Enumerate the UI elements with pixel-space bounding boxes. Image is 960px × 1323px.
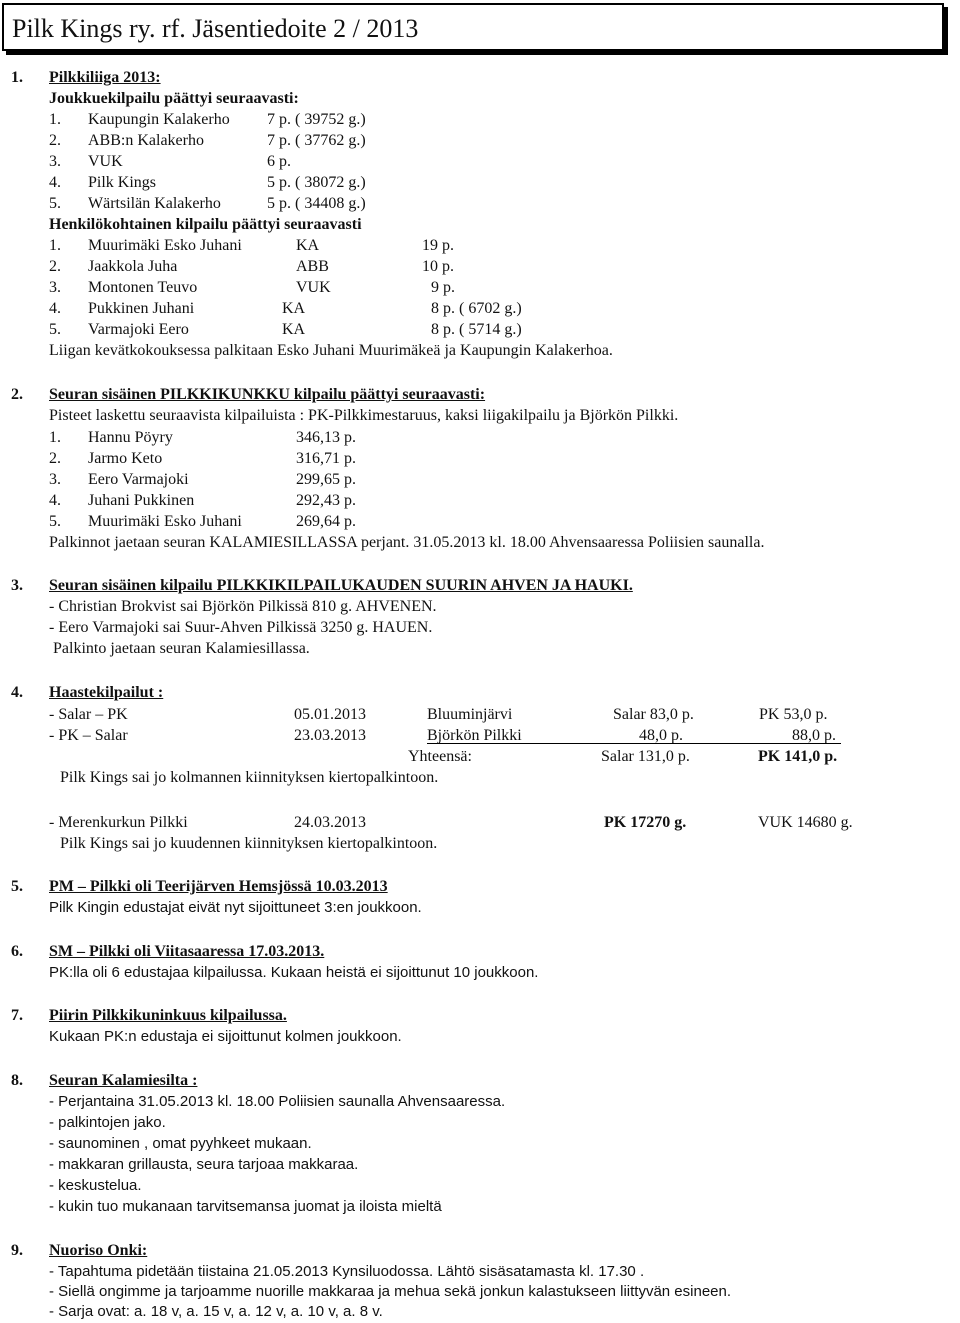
section-2-intro: Pisteet laskettu seuraavista kilpailuista : PK-Pilkkimestaruus, kaksi liigakilpailu ja Björkön Pilkki.	[49, 407, 679, 424]
team-name: VUK	[88, 153, 123, 170]
club: KA	[282, 300, 306, 317]
points: 8 p. ( 6702 g.)	[431, 300, 522, 317]
place: Björkön Pilkki	[427, 727, 522, 744]
player-name: Juhani Pukkinen	[88, 492, 195, 509]
points: 9 p.	[431, 279, 455, 296]
points: 299,65 p.	[296, 471, 356, 488]
total-b: PK 141,0 p.	[758, 748, 838, 765]
player-name: Muurimäki Esko Juhani	[88, 237, 242, 254]
individual-results-title: Henkilökohtainen kilpailu päättyi seuraavasti	[49, 216, 362, 233]
section-3-line: - Christian Brokvist sai Björkön Pilkissä 810 g. AHVENEN.	[49, 598, 437, 615]
kalamiesilta-item: - Perjantaina 31.05.2013 kl. 18.00 Poliisien saunalla Ahvensaaressa.	[49, 1093, 506, 1110]
team-name: Wärtsilän Kalakerho	[88, 195, 221, 212]
kalamiesilta-item: - palkintojen jako.	[49, 1114, 166, 1131]
club: ABB	[296, 258, 329, 275]
section-2-number: 2.	[11, 386, 23, 403]
section-4-note: Pilk Kings sai jo kuudennen kiinnityksen kiertopalkintoon.	[60, 835, 438, 852]
section-7-text: Kukaan PK:n edustaja ei sijoittunut kolmen joukkoon.	[49, 1028, 402, 1045]
score-b: VUK 14680 g.	[758, 814, 853, 831]
player-name: Jarmo Keto	[88, 450, 163, 467]
kalamiesilta-item: - keskustelua.	[49, 1177, 142, 1194]
rank: 3.	[49, 471, 61, 488]
section-9-number: 9.	[11, 1242, 23, 1259]
points: 269,64 p.	[296, 513, 356, 530]
score-a: Salar 83,0 p.	[613, 706, 694, 723]
rank: 5.	[49, 321, 61, 338]
section-5-heading: PM – Pilkki oli Teerijärven Hemsjössä 10.03.2013	[49, 878, 388, 895]
nuoriso-item: - Tapahtuma pidetään tiistaina 21.05.2013 Kynsiluodossa. Lähtö sisäsatamasta kl. 17.30 .	[49, 1263, 645, 1280]
match: - Merenkurkun Pilkki	[49, 814, 188, 831]
sum-rule	[427, 743, 841, 744]
section-8-number: 8.	[11, 1072, 23, 1089]
date: 23.03.2013	[294, 727, 366, 744]
rank: 2.	[49, 450, 61, 467]
section-2-note: Palkinnot jaetaan seuran KALAMIESILLASSA perjant. 31.05.2013 kl. 18.00 Ahvensaaressa Poliisien saunalla.	[49, 534, 765, 551]
club: KA	[282, 321, 306, 338]
rank: 4.	[49, 174, 61, 191]
team-result: 5 p. ( 38072 g.)	[267, 174, 366, 191]
player-name: Jaakkola Juha	[88, 258, 178, 275]
section-3-line: - Eero Varmajoki sai Suur-Ahven Pilkissä 3250 g. HAUEN.	[49, 619, 433, 636]
kalamiesilta-item: - makkaran grillausta, seura tarjoaa makkaraa.	[49, 1156, 359, 1173]
section-3-line: Palkinto jaetaan seuran Kalamiesillassa.	[53, 640, 310, 657]
section-5-text: Pilk Kingin edustajat eivät nyt sijoittuneet 3:en joukkoon.	[49, 899, 422, 916]
section-4-note: Pilk Kings sai jo kolmannen kiinnityksen kiertopalkintoon.	[60, 769, 439, 786]
score-b: 88,0 p.	[792, 727, 836, 744]
team-result: 5 p. ( 34408 g.)	[267, 195, 366, 212]
nuoriso-item: - Siellä ongimme ja tarjoamme nuorille makkaraa ja mehua sekä jonkun kalastukseen liittyvän esineen.	[49, 1283, 732, 1300]
player-name: Varmajoki Eero	[88, 321, 189, 338]
rank: 5.	[49, 195, 61, 212]
score-a: 48,0 p.	[639, 727, 683, 744]
total-label: Yhteensä:	[408, 748, 472, 765]
rank: 1.	[49, 429, 61, 446]
section-4-number: 4.	[11, 684, 23, 701]
section-7-number: 7.	[11, 1007, 23, 1024]
points: 10 p.	[422, 258, 454, 275]
rank: 4.	[49, 300, 61, 317]
section-7-heading: Piirin Pilkkikuninkuus kilpailussa.	[49, 1007, 287, 1024]
points: 8 p. ( 5714 g.)	[431, 321, 522, 338]
kalamiesilta-item: - saunominen , omat pyyhkeet mukaan.	[49, 1135, 312, 1152]
team-name: ABB:n Kalakerho	[88, 132, 204, 149]
team-results-title: Joukkuekilpailu päättyi seuraavasti:	[49, 90, 299, 107]
section-4-heading: Haastekilpailut :	[49, 684, 164, 701]
page-title: Pilk Kings ry. rf. Jäsentiedoite 2 / 2013	[12, 14, 419, 43]
points: 292,43 p.	[296, 492, 356, 509]
section-6-number: 6.	[11, 943, 23, 960]
team-name: Pilk Kings	[88, 174, 157, 191]
section-1-note: Liigan kevätkokouksessa palkitaan Esko Juhani Muurimäkeä ja Kaupungin Kalakerhoa.	[49, 342, 613, 359]
match: - PK – Salar	[49, 727, 128, 744]
place: Bluuminjärvi	[427, 706, 513, 723]
team-result: 6 p.	[267, 153, 291, 170]
score-a: PK 17270 g.	[604, 814, 687, 831]
rank: 3.	[49, 153, 61, 170]
section-5-number: 5.	[11, 878, 23, 895]
points: 346,13 p.	[296, 429, 356, 446]
title-box	[2, 3, 944, 51]
team-result: 7 p. ( 39752 g.)	[267, 111, 366, 128]
match: - Salar – PK	[49, 706, 128, 723]
team-result: 7 p. ( 37762 g.)	[267, 132, 366, 149]
club: KA	[296, 237, 320, 254]
section-9-heading: Nuoriso Onki:	[49, 1242, 148, 1259]
player-name: Eero Varmajoki	[88, 471, 189, 488]
section-6-heading: SM – Pilkki oli Viitasaaressa 17.03.2013.	[49, 943, 325, 960]
rank: 3.	[49, 279, 61, 296]
team-name: Kaupungin Kalakerho	[88, 111, 230, 128]
section-3-heading: Seuran sisäinen kilpailu PILKKIKILPAILUKAUDEN SUURIN AHVEN JA HAUKI.	[49, 577, 633, 594]
nuoriso-item: - Sarja ovat: a. 18 v, a. 15 v, a. 12 v, a. 10 v, a. 8 v.	[49, 1303, 383, 1320]
section-6-text: PK:lla oli 6 edustajaa kilpailussa. Kukaan heistä ei sijoittunut 10 joukkoon.	[49, 964, 539, 981]
club: VUK	[296, 279, 331, 296]
player-name: Muurimäki Esko Juhani	[88, 513, 242, 530]
rank: 1.	[49, 237, 61, 254]
section-2-heading: Seuran sisäinen PILKKIKUNKKU kilpailu päättyi seuraavasti:	[49, 386, 486, 403]
kalamiesilta-item: - kukin tuo mukanaan tarvitsemansa juomat ja iloista mieltä	[49, 1198, 442, 1215]
total-a: Salar 131,0 p.	[601, 748, 690, 765]
player-name: Hannu Pöyry	[88, 429, 173, 446]
player-name: Montonen Teuvo	[88, 279, 198, 296]
section-1-heading: Pilkkiliiga 2013:	[49, 69, 161, 86]
date: 24.03.2013	[294, 814, 366, 831]
rank: 1.	[49, 111, 61, 128]
player-name: Pukkinen Juhani	[88, 300, 195, 317]
rank: 2.	[49, 132, 61, 149]
rank: 5.	[49, 513, 61, 530]
section-3-number: 3.	[11, 577, 23, 594]
points: 316,71 p.	[296, 450, 356, 467]
points: 19 p.	[422, 237, 454, 254]
date: 05.01.2013	[294, 706, 366, 723]
rank: 2.	[49, 258, 61, 275]
rank: 4.	[49, 492, 61, 509]
score-b: PK 53,0 p.	[759, 706, 828, 723]
section-1-number: 1.	[11, 69, 23, 86]
section-8-heading: Seuran Kalamiesilta :	[49, 1072, 198, 1089]
